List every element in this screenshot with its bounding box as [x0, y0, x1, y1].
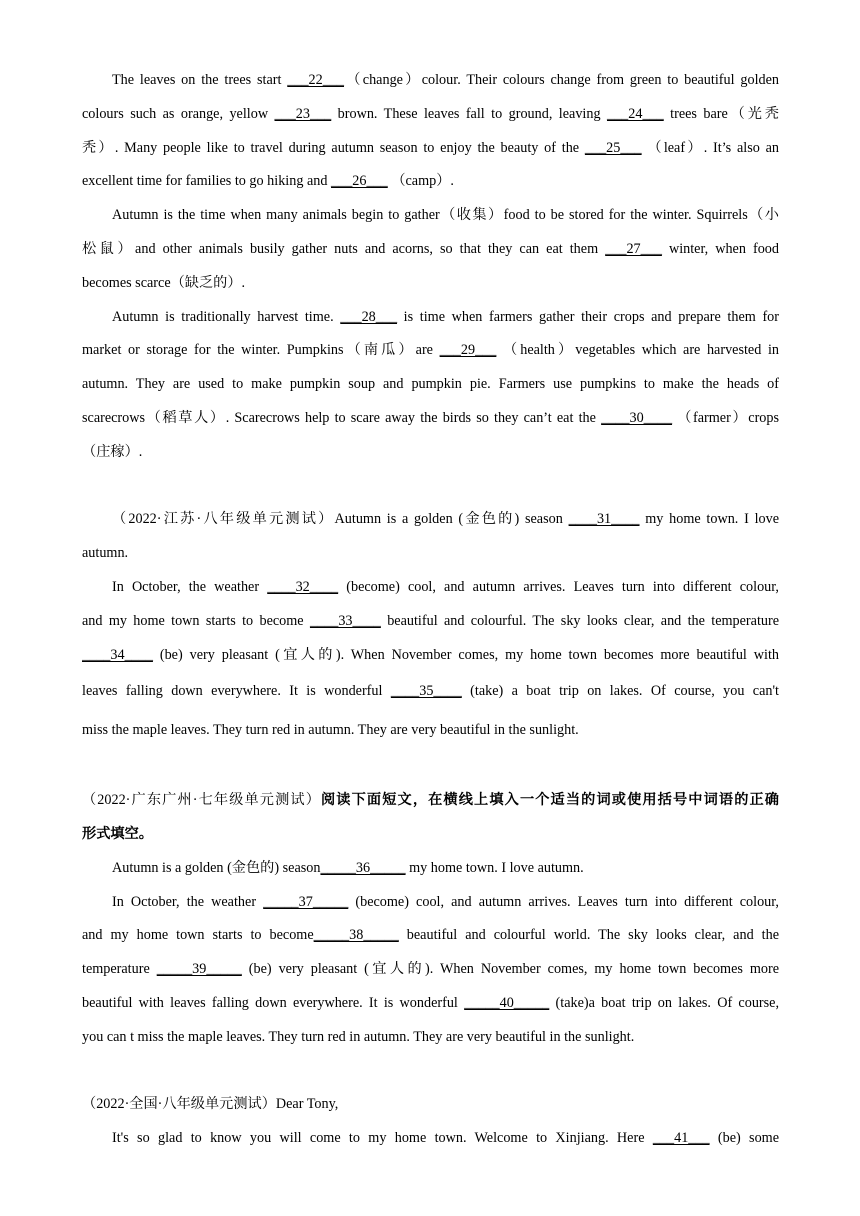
text-run: my home town. I love: [639, 511, 779, 528]
passage-4: [82, 1088, 779, 1156]
answer-blank: _____39_____: [156, 961, 242, 978]
text-run: 秃）. Many people like to travel during autumn season to enjoy the beauty of the: [82, 139, 585, 156]
text-line: [82, 672, 779, 711]
spacer: [82, 470, 779, 504]
text-run: autumn.: [82, 545, 129, 562]
text-line: [82, 1088, 779, 1122]
text-run: beautiful with leaves falling down everywhere. It is wonderful: [82, 994, 465, 1011]
text-run: temperature: [82, 961, 157, 978]
text-line: [82, 98, 779, 132]
spacer: [82, 1055, 779, 1089]
text-run: It's so glad to know you will come to my home town. Welcome to Xinjiang. Here: [112, 1130, 653, 1147]
answer-blank: ___28___: [340, 308, 398, 325]
text-run: (become) cool, and autumn arrives. Leaves turn into different colour,: [338, 578, 779, 595]
text-line: [82, 233, 779, 267]
text-run: trees bare（光秃: [663, 105, 779, 122]
text-run: you can t miss the maple leaves. They turn red in autumn. They are very beautiful in the sunlight.: [82, 1028, 635, 1045]
text-run: winter, when food: [661, 240, 779, 257]
text-line: [82, 165, 779, 199]
text-run: （庄稼）.: [82, 443, 143, 460]
passage-1: [82, 64, 779, 470]
text-run: The leaves on the trees start: [112, 72, 288, 88]
text-run: beautiful and colourful. The sky looks clear, and the temperature: [380, 612, 779, 629]
text-line: [82, 301, 779, 335]
text-line: [82, 402, 779, 436]
text-run: beautiful and colourful world. The sky looks clear, and the: [398, 927, 779, 944]
answer-blank: ____32____: [267, 578, 339, 595]
text-line: [82, 605, 779, 639]
text-line: [82, 818, 779, 852]
text-run: Autumn is traditionally harvest time.: [112, 308, 341, 325]
answer-blank: ___29___: [439, 342, 497, 359]
answer-blank: ___25___: [584, 139, 642, 156]
passage-3: [82, 784, 779, 1054]
answer-blank: _____38_____: [313, 927, 399, 944]
answer-blank: ___24___: [606, 105, 664, 122]
text-run: and my home town starts to become: [82, 612, 310, 629]
text-run: autumn. They are used to make pumpkin soup and pumpkin pie. Farmers use pumpkins to make the heads of: [82, 376, 779, 393]
text-line: [82, 919, 779, 953]
answer-blank: ___22___: [287, 72, 345, 88]
text-run: colours such as orange, yellow: [82, 105, 275, 122]
text-run: （change）colour. Their colours change from green to beautiful golden: [344, 72, 779, 88]
answer-blank: ____31____: [568, 511, 640, 528]
text-run: is time when farmers gather their crops and prepare them for: [397, 308, 779, 325]
text-run: excellent time for families to go hiking and: [82, 173, 332, 190]
text-line: [82, 852, 779, 886]
text-line: [82, 639, 779, 673]
answer-blank: _____40_____: [464, 994, 550, 1011]
text-run: (be) very pleasant (宜人的). When November comes, my home town becomes more beautiful with: [152, 646, 779, 663]
text-run: In October, the weather: [112, 578, 268, 595]
text-run: Autumn is a golden (金色的) season: [112, 859, 321, 876]
text-line: [82, 571, 779, 605]
text-run: miss the maple leaves. They turn red in autumn. They are very beautiful in the sunlight.: [82, 722, 579, 739]
text-run: becomes scarce（缺乏的）.: [82, 274, 246, 291]
text-line: [82, 334, 779, 368]
text-run: （2022·广东广州·七年级单元测试）: [82, 792, 321, 809]
text-run: and my home town starts to become: [82, 927, 314, 944]
text-run: my home town. I love autumn.: [405, 859, 584, 876]
text-line: [82, 987, 779, 1021]
document-page: [82, 64, 779, 1156]
answer-blank: _____36_____: [320, 859, 406, 876]
text-run: leaves falling down everywhere. It is wonderful: [82, 683, 391, 700]
text-line: [82, 267, 779, 301]
passage-2: [82, 503, 779, 750]
text-line: [82, 1021, 779, 1055]
text-line: [82, 537, 779, 571]
answer-blank: ____34____: [82, 646, 153, 663]
text-run: (take) a boat trip on lakes. Of course, you can't: [461, 683, 779, 700]
text-run: In October, the weather: [112, 893, 264, 910]
text-line: [82, 886, 779, 920]
text-run: scarecrows（稻草人）. Scarecrows help to scare away the birds so they can’t eat the: [82, 409, 602, 426]
answer-blank: ___26___: [331, 173, 388, 190]
text-run: （leaf）. It’s also an: [641, 139, 779, 156]
text-line: [82, 953, 779, 987]
text-line: [82, 503, 779, 537]
text-run: （health）vegetables which are harvested in: [496, 342, 779, 359]
text-run: （farmer）crops: [672, 409, 779, 426]
instruction-text: 形式填空。: [82, 825, 153, 842]
text-line: [82, 199, 779, 233]
text-run: Autumn is the time when many animals begin to gather（收集）food to be stored for the winter. Squirrels（小: [112, 207, 779, 224]
text-run: 松鼠）and other animals busily gather nuts and acorns, so that they can eat them: [82, 240, 606, 257]
answer-blank: ___23___: [274, 105, 332, 122]
text-line: [82, 436, 779, 470]
answer-blank: ____33____: [309, 612, 381, 629]
text-run: market or storage for the winter. Pumpkins（南瓜）are: [82, 342, 440, 359]
text-run: （2022·江苏·八年级单元测试）Autumn is a golden (金色的) season: [112, 511, 569, 528]
answer-blank: ___41___: [652, 1130, 710, 1147]
text-run: (become) cool, and autumn arrives. Leaves turn into different colour,: [348, 893, 779, 910]
text-run: （camp）.: [387, 173, 454, 190]
instruction-text: 阅读下面短文，在横线上填入一个适当的词或使用括号中词语的正确: [321, 792, 779, 809]
text-run: (be) very pleasant (宜人的). When November comes, my home town becomes more: [241, 961, 779, 978]
answer-blank: ___27___: [605, 240, 662, 257]
text-line: [82, 132, 779, 166]
text-line: [82, 64, 779, 98]
answer-blank: _____37_____: [263, 893, 349, 910]
text-run: （2022·全国·八年级单元测试）Dear Tony,: [82, 1096, 339, 1113]
text-run: brown. These leaves fall to ground, leaving: [331, 105, 607, 122]
text-line: [82, 784, 779, 818]
answer-blank: ____30____: [601, 409, 673, 426]
text-line: [82, 711, 779, 750]
text-run: (be) some: [709, 1130, 779, 1147]
text-line: [82, 1122, 779, 1156]
text-run: (take)a boat trip on lakes. Of course,: [549, 994, 779, 1011]
text-line: [82, 368, 779, 402]
spacer: [82, 750, 779, 784]
answer-blank: ____35____: [390, 683, 462, 700]
